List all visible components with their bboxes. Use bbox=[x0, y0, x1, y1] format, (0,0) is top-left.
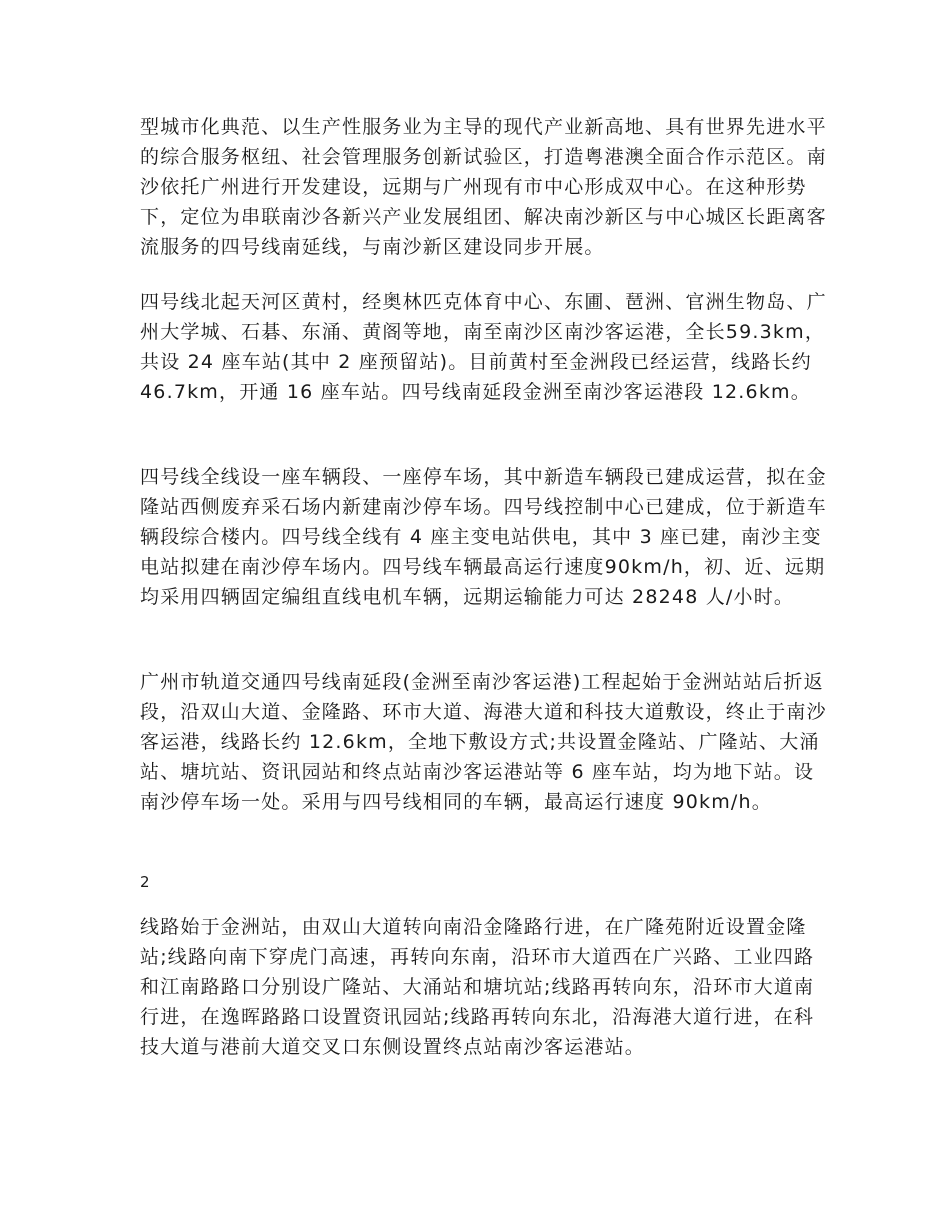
paragraph-south-extension-project: 广州市轨道交通四号线南延段(金洲至南沙客运港)工程起始于金洲站站后折返段，沿双山大道、金隆路、环市大道、海港大道和科技大道敷设，终止于南沙客运港，线路长约 12.6km，全地下敷设方式;共设置金隆站、广隆站、大涌站、塘坑站、资讯园站和终点站南沙客运港站等 6 座车站，均为地下站。设南沙停车场一处。采用与四号线相同的车辆，最高运行速度 90km/h。 bbox=[140, 671, 827, 813]
paragraph-nansha-positioning: 型城市化典范、以生产性服务业为主导的现代产业新高地、具有世界先进水平的综合服务枢纽、社会管理服务创新试验区，打造粤港澳全面合作示范区。南沙依托广州进行开发建设，远期与广州现有市中心形成双中心。在这种形势下，定位为串联南沙各新兴产业发展组团、解决南沙新区与中心城区长距离客流服务的四号线南延线，与南沙新区建设同步开展。 bbox=[140, 116, 827, 258]
paragraph-route-description: 线路始于金洲站，由双山大道转向南沿金隆路行进，在广隆苑附近设置金隆站;线路向南下穿虎门高速，再转向东南，沿环市大道西在广兴路、工业四路和江南路路口分别设广隆站、大涌站和塘坑站;线路再转向东，沿环市大道南行进，在逸晖路路口设置资讯园站;线路再转向东北，沿海港大道行进，在科技大道与港前大道交叉口东侧设置终点站南沙客运港站。 bbox=[140, 916, 815, 1058]
paragraph-depot-and-vehicles: 四号线全线设一座车辆段、一座停车场，其中新造车辆段已建成运营，拟在金隆站西侧废弃采石场内新建南沙停车场。四号线控制中心已建成，位于新造车辆段综合楼内。四号线全线有 4 座主变电站供电，其中 3 座已建，南沙主变电站拟建在南沙停车场内。四号线车辆最高运行速度90km/h，初、近、远期均采用四辆固定编组直线电机车辆，远期运输能力可达 28248 人/小时。 bbox=[140, 466, 827, 608]
paragraph-line4-overview: 四号线北起天河区黄村，经奥林匹克体育中心、东圃、琶洲、官洲生物岛、广州大学城、石碁、东涌、黄阁等地，南至南沙区南沙客运港，全长59.3km，共设 24 座车站(其中 2 座预留站)。目前黄村至金洲段已经运营，线路长约 46.7km，开通 16 座车站。四号线南延段金洲至南沙客运港段 12.6km。 bbox=[140, 291, 827, 403]
page-number: 2 bbox=[140, 873, 150, 891]
